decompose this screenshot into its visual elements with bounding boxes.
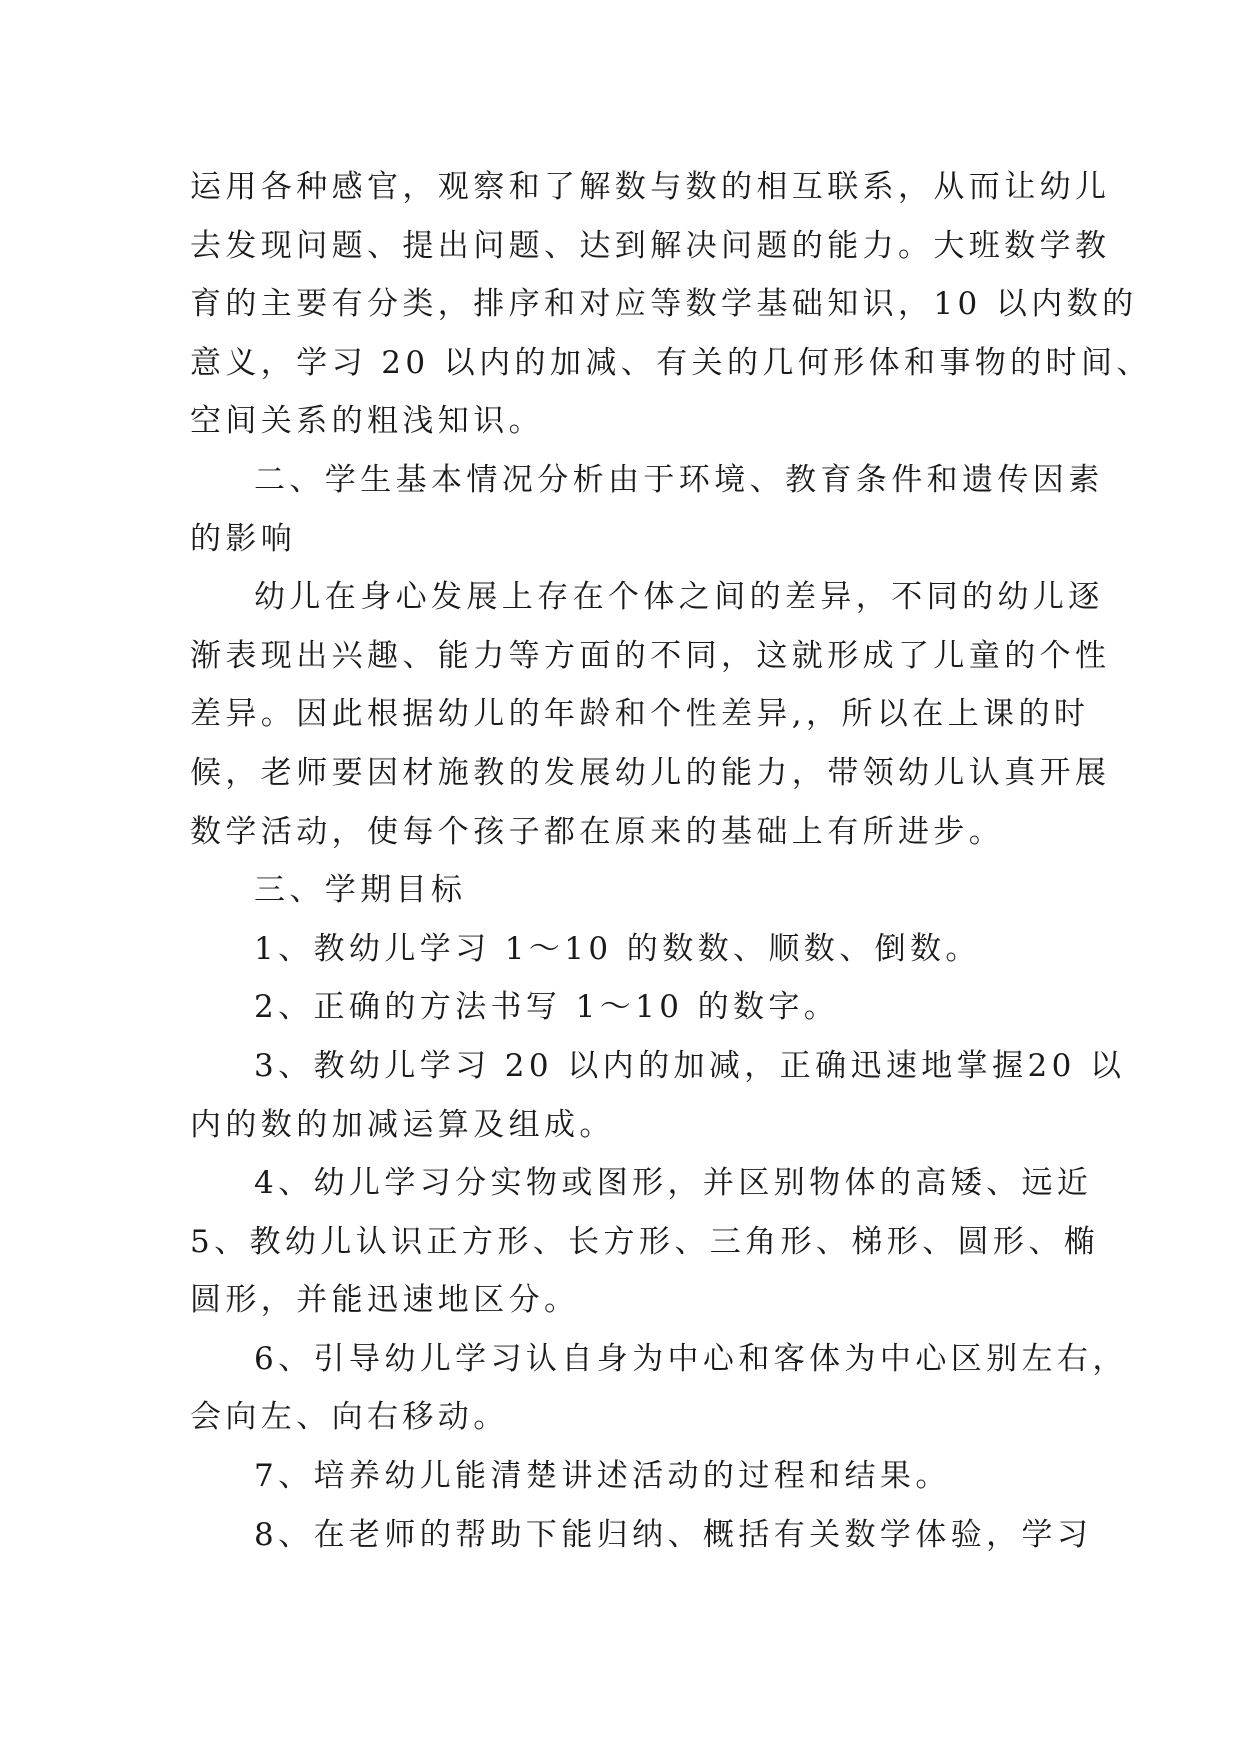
document-body <box>190 158 1152 1564</box>
list-item-3: 3、教幼儿学习 20 以内的加减，正确迅速地掌握20 以 <box>254 1047 1126 1084</box>
text-line: 会向左、向右移动。 <box>190 1399 509 1436</box>
text-line: 圆形，并能迅速地区分。 <box>190 1282 580 1319</box>
text-line: 运用各种感官，观察和了解数与数的相互联系，从而让幼儿 <box>190 169 1111 205</box>
list-item-4: 4、幼儿学习分实物或图形，并区别物体的高矮、远近 <box>254 1165 1093 1202</box>
list-item-7: 7、培养幼儿能清楚讲述活动的过程和结果。 <box>254 1458 951 1495</box>
text-line: 渐表现出兴趣、能力等方面的不同，这就形成了儿童的个性 <box>190 637 1111 674</box>
list-item-1: 1、教幼儿学习 1～10 的数数、顺数、倒数。 <box>254 930 981 967</box>
text-line: 候，老师要因材施教的发展幼儿的能力，带领幼儿认真开展 <box>190 754 1111 791</box>
text-line: 差异。因此根据幼儿的年龄和个性差异,，所以在上课的时 <box>190 696 1090 733</box>
list-item-6: 6、引导幼儿学习认自身为中心和客体为中心区别左右， <box>254 1340 1128 1377</box>
list-item-8: 8、在老师的帮助下能归纳、概括有关数学体验，学习 <box>254 1516 1093 1553</box>
section-heading-3: 三、学期目标 <box>254 872 467 909</box>
list-item-5: 5、教幼儿认识正方形、长方形、三角形、梯形、圆形、椭 <box>190 1223 1100 1260</box>
text-line: 去发现问题、提出问题、达到解决问题的能力。大班数学教 <box>190 227 1111 264</box>
text-line: 数学活动，使每个孩子都在原来的基础上有所进步。 <box>190 813 1005 850</box>
list-item-2: 2、正确的方法书写 1～10 的数字。 <box>254 989 840 1026</box>
text-line: 育的主要有分类，排序和对应等数学基础知识，10 以内数的 <box>190 286 1138 323</box>
text-line: 意义，学习 20 以内的加减、有关的几何形体和事物的时间、 <box>190 344 1152 381</box>
text-line: 内的数的加减运算及组成。 <box>190 1106 615 1143</box>
text-line: 空间关系的粗浅知识。 <box>190 403 544 440</box>
text-line: 的影响 <box>190 520 297 557</box>
paragraph-start: 幼儿在身心发展上存在个体之间的差异，不同的幼儿逐 <box>254 579 1104 616</box>
section-heading-2: 二、学生基本情况分析由于环境、教育条件和遗传因素 <box>254 461 1104 498</box>
